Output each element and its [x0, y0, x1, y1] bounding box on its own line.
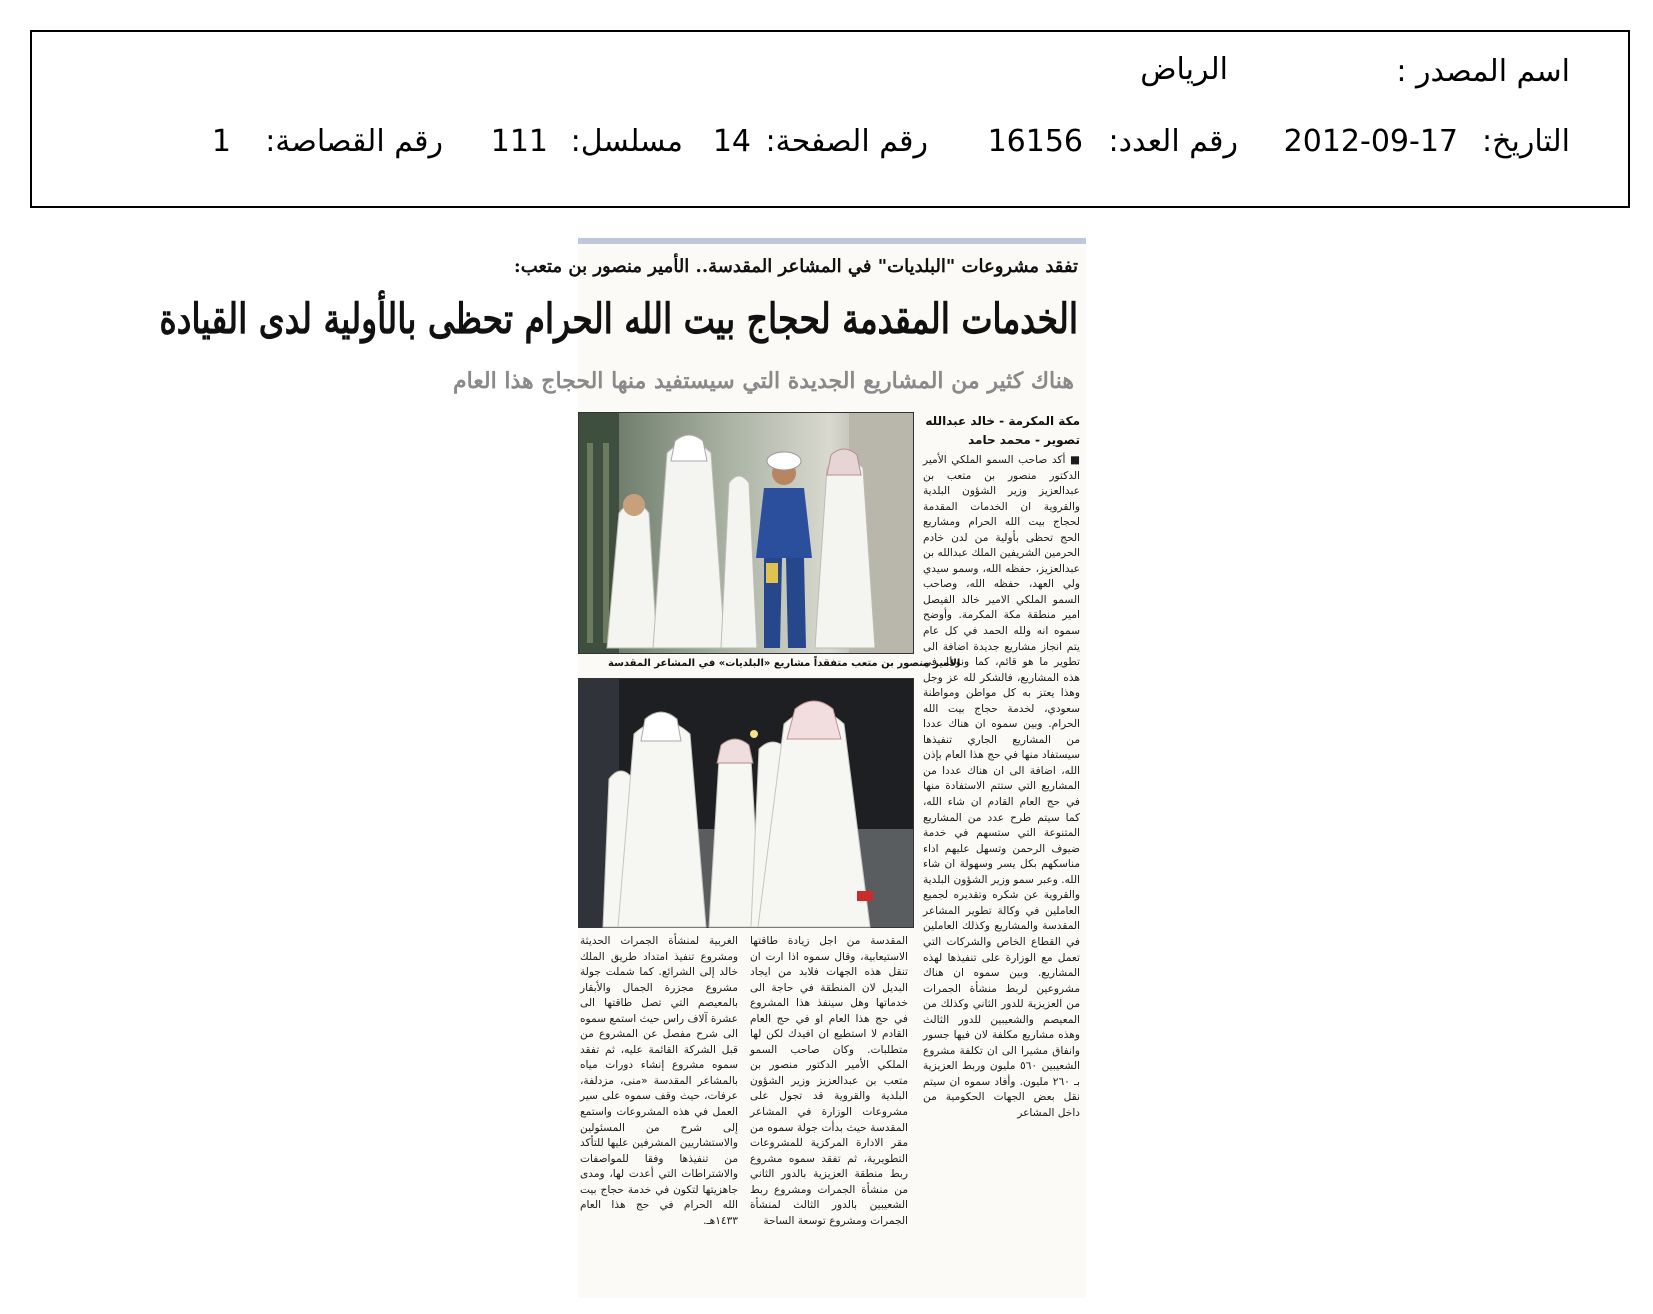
article-subhead: هناك كثير من المشاريع الجديدة التي سيستفيد منها الحجاج هذا العام: [452, 368, 1074, 394]
page-value: 14: [712, 124, 751, 159]
photo-inspection-2-image: [579, 679, 913, 927]
clipping-header-box: [30, 30, 1630, 208]
column-right-text: ■ أكد صاحب السمو الملكي الأمير الدكتور منصور بن متعب بن عبدالعزيز وزير الشؤون البلدية والقروية ان الخدمات المقدمة لحجاج بيت الله الحرام ومشاريع الحج تحظى بأولية من لدن خادم الحرمين الشريفين الملك عبدالله بن عبدالعزيز، حفظه الله، وسمو سيدي ولي العهد، حفظه الله، وصاحب السمو الملكي الامير خالد الفيصل امير منطقة مكة المكرمة. وأوضح سموه انه ولله الحمد في كل عام يتم انجاز مشاريع جديدة اضافة الى تطوير ما هو قائم، كما ونوعا، في هذه المشاريع، فالشكر لله عز وجل وهذا يعتز به كل مواطن ومواطنة سعودي، لخدمة حجاج بيت الله الحرام. وبين سموه ان هناك عددا من المشاريع الجاري تنفيذها سيستفاد منها في حج هذا العام بإذن الله، اضافة الى ان هناك عددا من المشاريع التي ستتم الاستفادة منها في حج العام القادم ان شاء الله، كما سيتم طرح عدد من المشاريع المتنوعة التي ستسهم في خدمة ضيوف الرحمن وتسهل عليهم اداء مناسكهم بكل يسر وسهولة ان شاء الله. وعبر سمو وزير الشؤون البلدية والقروية عن شكره وتقديره لجميع العاملين في وكالة تطوير المشاعر المقدسة والمشاريع وكذلك العاملين في القطاع الخاص والشركات التي تعمل مع الوزارة على تنفيذها لهذه المشاريع. وبين سموه ان هناك مشروعين لربط منشأة الجمرات من العزيزية للدور الثاني وكذلك من المعيصم والشعيبين للدور الثالث وهذه مشاريع مكلفة لان فيها جسور وانفاق مشيرا الى ان تكلفة مشروع الشعيبين ٥٦٠ مليون وربط العزيزية بـ ٢٦٠ مليون. وأفاد سموه ان سيتم نقل بعض الجهات الحكومية من داخل المشاعر: [923, 454, 1081, 1119]
issue-label: رقم العدد:: [1108, 124, 1238, 159]
serial-label: مسلسل:: [570, 124, 683, 159]
column-left-text: الغربية لمنشأة الجمرات الحديثة ومشروع تنفيذ امتداد طريق الملك خالد إلى الشرائع. كما شملت جولة مشروع مجزرة الجمال والأبقار بالمعيصم التي تصل طاقتها الى عشرة آلاف راس حيث استمع سموه الى شرح مفصل عن المشروع من قبل الشركة القائمة عليه، ثم تفقد سموه مشروع إنشاء دورات مياه بالمشاعر المقدسة «منى، مزدلفة، عرفات، حيث وقف سموه على سير العمل في هذه المشروعات واستمع إلى شرح من المسئولين والاستشاريين المشرفين عليها للتأكد من تنفيذها وفقا للمواصفات والاشتراطات التي أعدت لها، ومدى جاهزيتها لتكون في خدمة حجاج بيت الله الحرام في حج هذا العام ١٤٣٣هـ.: [580, 935, 738, 1227]
source-label: اسم المصدر :: [1396, 54, 1570, 89]
issue-value: 16156: [987, 124, 1083, 159]
photo-inspection-1: [578, 412, 914, 654]
clip-label: رقم القصاصة:: [265, 124, 443, 159]
clip-value: 1: [211, 124, 231, 159]
date-label: التاريخ:: [1482, 124, 1570, 159]
source-value: الرياض: [1140, 52, 1228, 87]
newspaper-clipping: [159, 238, 1086, 1298]
article-kicker: تفقد مشروعات "البلديات" في المشاعر المقدسة.. الأمير منصور بن متعب:: [514, 256, 1078, 277]
byline-photographer: تصوير - محمد حامد: [968, 433, 1080, 447]
serial-value: 111: [490, 124, 548, 159]
clipping-top-rule: [578, 238, 1086, 244]
article-column-middle: [750, 934, 908, 1294]
page-label: رقم الصفحة:: [765, 124, 928, 159]
photo-inspection-1-image: [579, 413, 913, 653]
date-value: 2012-09-17: [1283, 124, 1458, 159]
article-column-right: [923, 453, 1080, 1298]
photo-caption: الأمير منصور بن متعب متفقداً مشاريع «البلديات» في المشاعر المقدسة: [608, 658, 961, 669]
article-headline: الخدمات المقدمة لحجاج بيت الله الحرام تحظى بالأولية لدى القيادة: [159, 294, 1078, 343]
article-column-left: [580, 934, 738, 1294]
column-middle-text: المقدسة من اجل زيادة طاقتها الاستيعابية، وقال سموه اذا ارت ان تنقل هذه الجهات فلابد من ايجاد البديل لان المنطقة في حاجة الى خدماتها وهل سينفذ هذا المشروع في حج هذا العام او في حج العام القادم لا استطيع ان افيدك لكن لها متطلبات. وكان صاحب السمو الملكي الأمير الدكتور منصور بن متعب بن عبدالعزيز وزير الشؤون البلدية والقروية قد تجول على مشروعات الوزارة في المشاعر المقدسة حيث بدأت جولة سموه من مقر الادارة المركزية للمشروعات التطويرية، ثم تفقد سموه مشروع ربط منطقة العزيزية بالدور الثاني من منشأة الجمرات ومشروع ربط الشعيبين بالدور الثالث لمنشأة الجمرات ومشروع توسعة الساحة: [750, 935, 908, 1227]
photo-inspection-2: [578, 678, 914, 928]
byline-author: مكة المكرمة - خالد عبدالله: [925, 414, 1080, 428]
